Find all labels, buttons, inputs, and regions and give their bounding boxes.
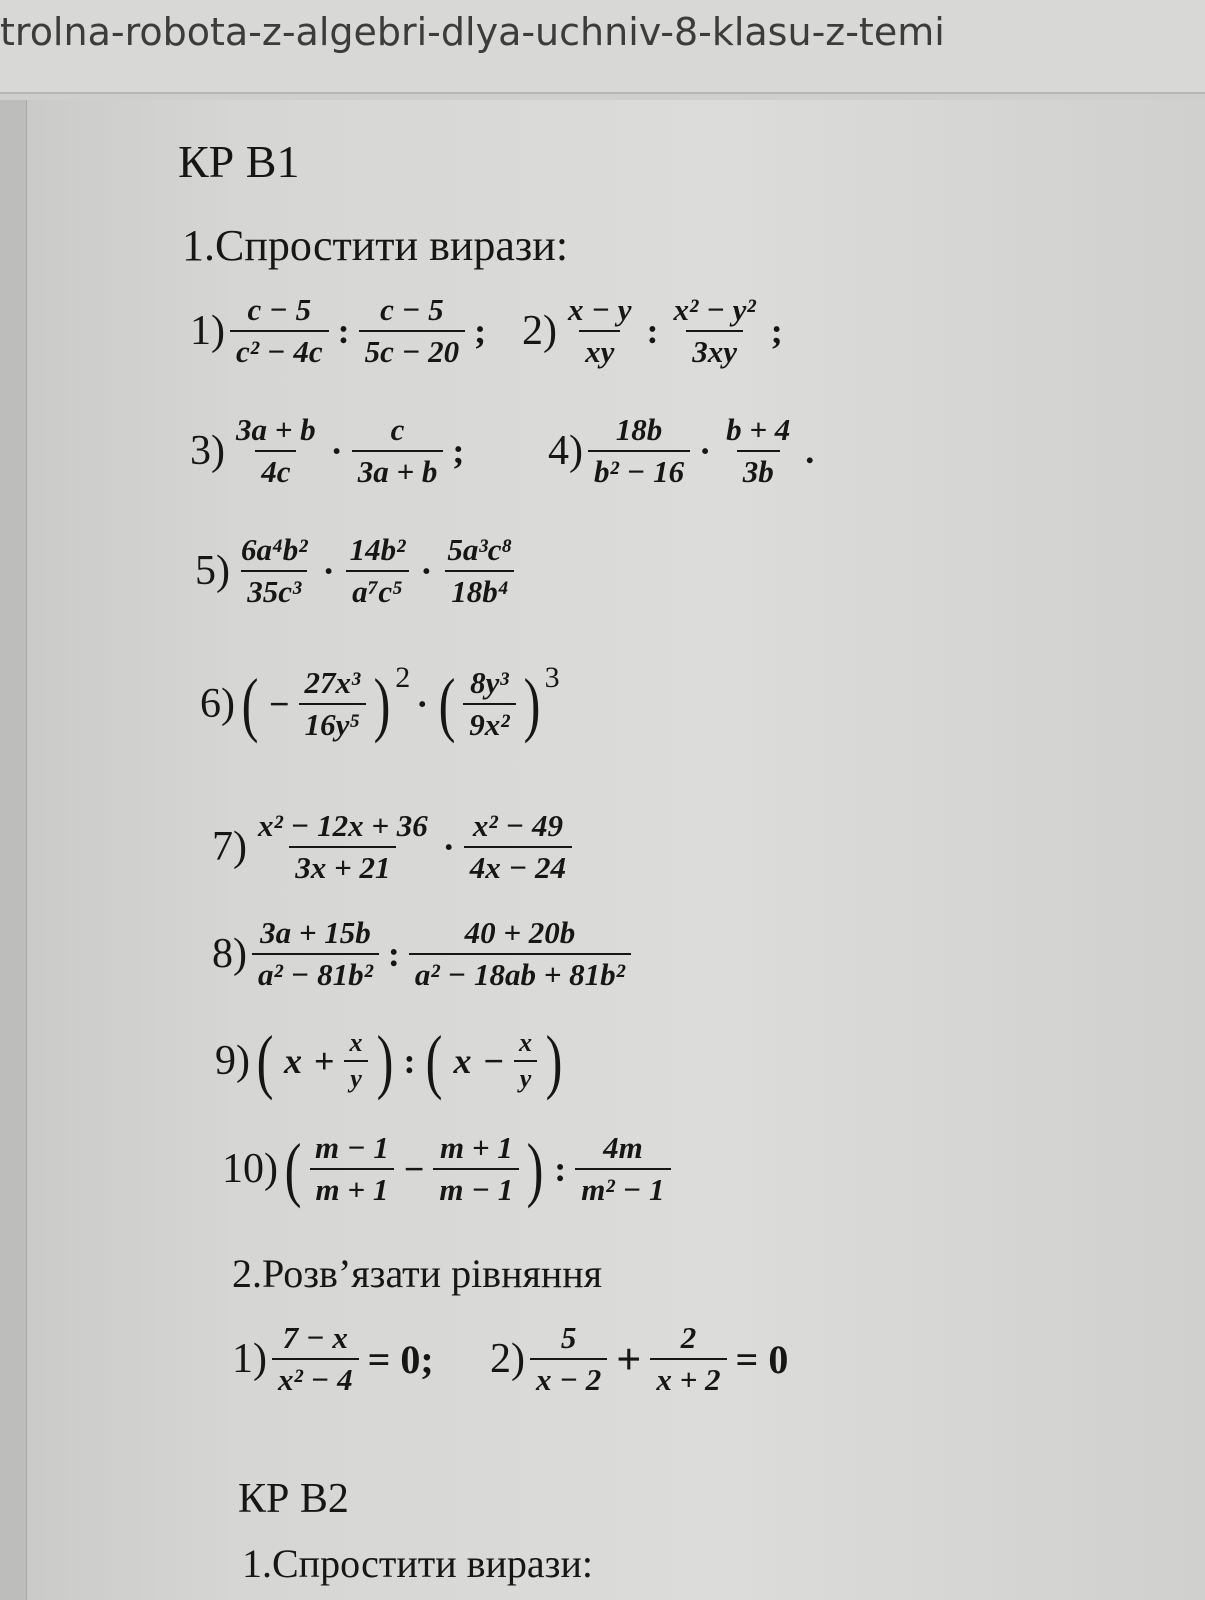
- fraction: [344, 1028, 369, 1094]
- fraction: [668, 292, 762, 370]
- operator: ·: [699, 431, 712, 471]
- numerator: 40 + 20b: [464, 915, 576, 950]
- operator: :: [387, 934, 400, 974]
- variant1-title: КР В1: [178, 136, 300, 187]
- equation-rhs: = 0: [735, 1336, 789, 1382]
- denominator: y: [344, 1060, 368, 1094]
- denominator: y: [514, 1060, 538, 1094]
- fraction: [513, 1028, 538, 1094]
- denominator: b² − 16: [588, 450, 690, 490]
- exponent: 3: [544, 661, 560, 694]
- operator: :: [337, 311, 350, 351]
- separator: .: [805, 431, 815, 471]
- numerator: m − 1: [314, 1130, 389, 1165]
- operator: ·: [330, 431, 343, 471]
- section2-heading: 2.Розв’язати рівняння: [232, 1251, 603, 1296]
- plus-sign: +: [616, 1334, 642, 1384]
- fraction: [433, 1130, 519, 1208]
- fraction: [575, 1130, 670, 1208]
- denominator: 18b⁴: [445, 570, 514, 610]
- numerator: 7 − x: [282, 1320, 348, 1355]
- variable: x: [453, 1041, 472, 1081]
- page-left-margin: [0, 100, 27, 1600]
- expr-label: 2): [490, 1336, 525, 1382]
- operator: ·: [442, 827, 455, 867]
- expr-label: 8): [212, 931, 247, 977]
- expr-label: 9): [215, 1038, 250, 1084]
- minus-sign: −: [483, 1041, 504, 1081]
- denominator: 4c: [255, 450, 296, 490]
- minus-sign: −: [403, 1149, 425, 1189]
- fraction: [463, 665, 515, 743]
- numerator: 27x³: [304, 665, 361, 700]
- plus-sign: +: [313, 1041, 335, 1081]
- denominator: a² − 18ab + 81b²: [409, 953, 631, 993]
- numerator: 8y³: [470, 665, 509, 700]
- fraction: [359, 292, 466, 370]
- expression-5: [195, 532, 521, 610]
- expr-label: 1): [232, 1336, 267, 1382]
- operator: ·: [416, 684, 429, 724]
- fraction: [299, 665, 367, 743]
- numerator: x − y: [568, 292, 632, 327]
- operator: :: [554, 1149, 567, 1189]
- denominator: x + 2: [650, 1358, 726, 1398]
- fraction: [252, 808, 434, 886]
- separator: ;: [770, 311, 783, 351]
- expression-8: [212, 915, 634, 993]
- denominator: 9x²: [463, 703, 515, 743]
- numerator: 4m: [603, 1130, 643, 1165]
- document-page: [0, 100, 1205, 1600]
- denominator: xy: [579, 330, 620, 370]
- denominator: 4x − 24: [464, 846, 572, 886]
- denominator: m² − 1: [575, 1168, 670, 1208]
- numerator: 5a³c⁸: [447, 532, 513, 567]
- close-paren: ): [545, 1021, 563, 1101]
- close-paren: ): [523, 664, 540, 744]
- numerator: 5: [560, 1320, 577, 1355]
- fraction: [464, 808, 572, 886]
- fraction: [272, 1320, 359, 1398]
- denominator: x² − 4: [272, 1358, 359, 1398]
- open-paren: (: [426, 1021, 443, 1101]
- denominator: 3x + 21: [289, 846, 396, 886]
- expression-4: [548, 412, 820, 490]
- expr-label: 1): [190, 308, 225, 354]
- numerator: 14b²: [349, 532, 406, 567]
- open-paren: (: [256, 1021, 274, 1101]
- numerator: c − 5: [380, 292, 444, 327]
- fraction: [230, 412, 322, 490]
- separator: ;: [474, 311, 487, 351]
- denominator: x − 2: [530, 1358, 607, 1398]
- numerator: m + 1: [439, 1130, 513, 1165]
- variant2-title: КР В2: [238, 1476, 349, 1522]
- separator: ;: [452, 431, 465, 471]
- open-paren: (: [241, 664, 259, 744]
- fraction: [720, 412, 796, 490]
- fraction: [235, 532, 314, 610]
- expression-2: [522, 292, 789, 370]
- denominator: 35c³: [241, 570, 307, 610]
- operator: :: [403, 1041, 416, 1081]
- fraction: [588, 412, 690, 490]
- minus-sign: −: [268, 684, 290, 724]
- fraction: [441, 532, 518, 610]
- numerator: x: [349, 1028, 363, 1057]
- fraction: [562, 292, 638, 370]
- open-paren: (: [438, 664, 456, 744]
- numerator: 6a⁴b²: [241, 532, 308, 567]
- numerator: x² − 49: [472, 808, 563, 843]
- exponent: 2: [395, 661, 411, 694]
- denominator: 3xy: [686, 330, 743, 370]
- denominator: m + 1: [310, 1168, 395, 1208]
- denominator: 3b: [737, 450, 780, 490]
- numerator: 3a + b: [236, 412, 316, 447]
- close-paren: ): [376, 1021, 393, 1101]
- fraction: [344, 532, 412, 610]
- fraction: [530, 1320, 607, 1398]
- numerator: 3a + 15b: [260, 915, 371, 950]
- variable: x: [283, 1041, 302, 1081]
- denominator: c² − 4c: [230, 330, 329, 370]
- expression-3: [190, 412, 470, 490]
- open-paren: (: [284, 1129, 302, 1209]
- expression-9: [215, 1021, 567, 1101]
- expression-10: [222, 1130, 674, 1208]
- operator: ·: [322, 551, 335, 591]
- numerator: x² − y²: [673, 292, 756, 327]
- expression-7: [212, 808, 575, 886]
- section1-heading: 1.Спростити вирази:: [182, 221, 569, 270]
- denominator: m − 1: [433, 1168, 519, 1208]
- url-text: trolna-robota-z-algebri-dlya-uchniv-8-klasu-z-temi: [0, 10, 945, 54]
- numerator: 18b: [615, 412, 663, 447]
- numerator: c − 5: [247, 292, 312, 327]
- expr-label: 2): [522, 308, 557, 354]
- expression-1: [190, 292, 492, 370]
- fraction: [252, 915, 379, 993]
- denominator: a² − 81b²: [252, 953, 379, 993]
- expr-label: 6): [200, 681, 235, 727]
- close-paren: ): [373, 664, 391, 744]
- expr-label: 5): [195, 548, 230, 594]
- expr-label: 4): [548, 428, 583, 474]
- fraction: [650, 1320, 726, 1398]
- fraction: [230, 292, 329, 370]
- fraction: [409, 915, 631, 993]
- expr-label: 10): [222, 1146, 278, 1192]
- expr-label: 7): [212, 824, 247, 870]
- fraction: [352, 412, 444, 490]
- expression-6: [200, 661, 560, 744]
- numerator: 2: [680, 1320, 697, 1355]
- operator: :: [646, 311, 659, 351]
- numerator: x² − 12x + 36: [258, 808, 428, 843]
- numerator: b + 4: [726, 412, 791, 447]
- operator: ·: [420, 551, 433, 591]
- expr-label: 3): [190, 428, 225, 474]
- equation-2: [490, 1320, 794, 1398]
- browser-address-bar[interactable]: [0, 0, 1205, 94]
- variant2-section1-heading: 1.Спростити вирази:: [242, 1541, 593, 1586]
- numerator: x: [518, 1028, 532, 1057]
- denominator: 3a + b: [352, 450, 444, 490]
- equation-rhs: = 0;: [367, 1336, 434, 1382]
- denominator: 5c − 20: [359, 330, 466, 370]
- denominator: a⁷c⁵: [346, 570, 409, 610]
- close-paren: ): [526, 1129, 544, 1209]
- denominator: 16y⁵: [299, 703, 367, 743]
- fraction: [309, 1130, 395, 1208]
- numerator: c: [390, 412, 405, 447]
- equation-1: [232, 1320, 440, 1398]
